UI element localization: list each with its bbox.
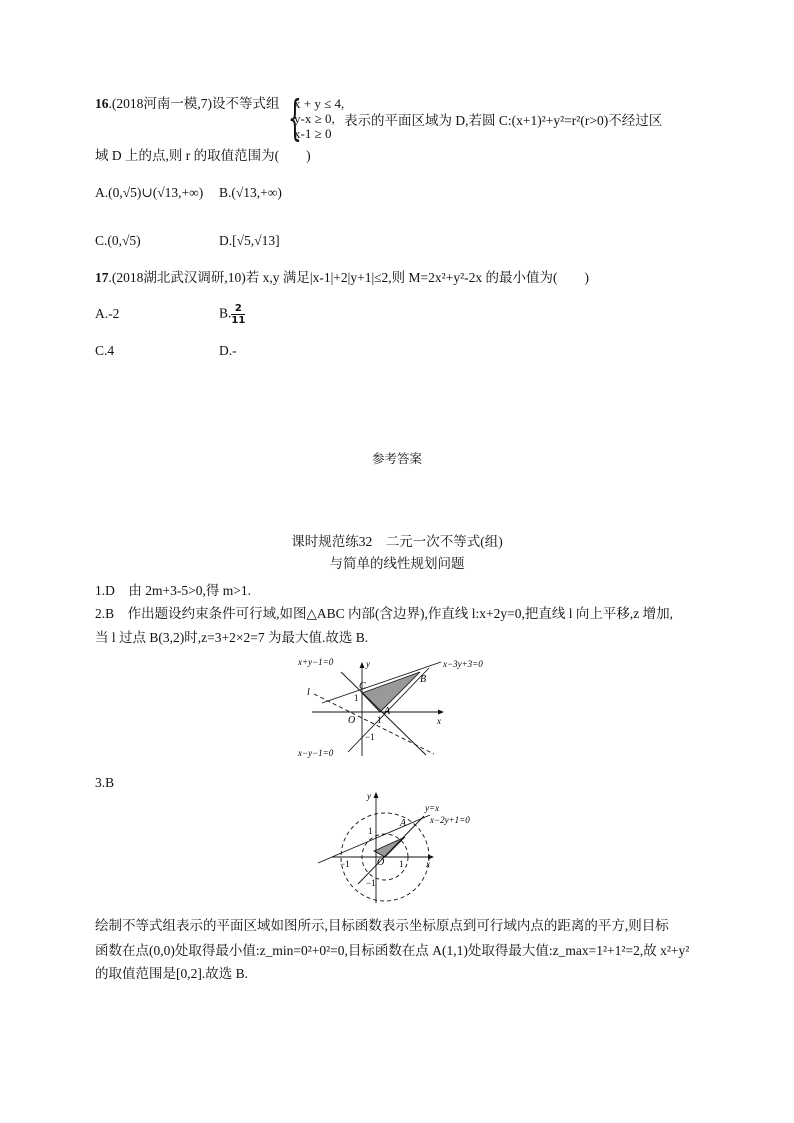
x-axis-arrow-icon [438, 710, 444, 715]
brace-icon: { [288, 90, 302, 146]
label-tick-y-neg1: −1 [365, 732, 375, 742]
section-title: 课时规范练32 二元一次不等式(组) [291, 534, 503, 549]
option-c: C.(0,√5) [95, 233, 141, 248]
label-point-a: A [384, 706, 391, 717]
figure-circles [310, 788, 490, 904]
option-b: B. $\frac{2}{11}$ [219, 303, 246, 326]
label-line-x-minus-y-minus-1: x−y−1=0 [298, 748, 334, 758]
label-line-x-minus-3y-plus-3: x−3y+3=0 [443, 659, 483, 669]
answer-3-line1: 绘制不等式组表示的平面区域如图所示,目标函数表示坐标原点到可行域内点的距离的平方,则目标 [95, 918, 669, 933]
label-y-axis: y [367, 791, 371, 801]
answer-2-line1: 2.B 作出题设约束条件可行域,如图△ABC 内部(含边界),作直线 l:x+2y=0,把直线 l 向上平移,z 增加, [95, 606, 673, 621]
question-number: 17 [95, 270, 109, 285]
fraction: $\frac{2}{11}$ [231, 303, 246, 326]
answer-1: 1.D 由 2m+3-5>0,得 m>1. [95, 583, 251, 598]
inequality-system [288, 90, 345, 146]
question-17 [95, 270, 589, 286]
answer-3-line3: 的取值范围是[0,2].故选 B. [95, 966, 248, 981]
label-x-axis: x [437, 716, 441, 726]
feasible-region [362, 672, 420, 712]
question-text: 域 D 上的点,则 r 的取值范围为( ) [95, 148, 311, 163]
figure-2-svg [310, 788, 490, 904]
inequality-row: x + y ≤ 4, [294, 96, 345, 111]
label-tick-x-1: 1 [377, 715, 382, 725]
option-d: D.- [219, 343, 237, 358]
y-axis-arrow-icon [374, 792, 379, 798]
question-text: .(2018湖北武汉调研,10)若 x,y 满足|x-1|+2|y+1|≤2,则 M=2x²+y²-2x 的最小值为( ) [108, 270, 589, 285]
label-tick-y-1: 1 [354, 693, 359, 703]
option-d: D.[√5,√13] [219, 233, 280, 248]
label-line-x-minus-2y-plus-1: x−2y+1=0 [430, 815, 470, 825]
question-text: 表示的平面区域为 D,若圆 C:(x+1)²+y²=r²(r>0)不经过区 [344, 113, 663, 128]
figure-triangle-abc [296, 652, 502, 764]
option-a: A.(0,√5)∪(√13,+∞) [95, 185, 204, 200]
label-line-x-plus-y-minus-1: x+y−1=0 [298, 657, 334, 667]
label-point-c: C [359, 681, 366, 692]
answer-3-line2: 函数在点(0,0)处取得最小值:z_min=0²+0²=0,目标函数在点 A(1,1)处取得最大值:z_max=1²+1²=2,故 x²+y² [95, 943, 690, 958]
option-c: C.4 [95, 343, 115, 358]
label-tick-y-1: 1 [368, 826, 373, 836]
question-text: .(2018河南一模,7)设不等式组 [108, 96, 280, 111]
label-point-a: A [400, 818, 407, 829]
answer-3: 3.B [95, 775, 115, 790]
answers-title: 参考答案 [371, 452, 422, 466]
label-line-y-equals-x: y=x [425, 803, 440, 813]
inequality-row: y-x ≥ 0, [294, 111, 335, 126]
line-x-minus-2y-plus-1 [318, 815, 430, 863]
figure-1-svg [296, 652, 502, 764]
label-tick-x-1: 1 [399, 859, 404, 869]
inequality-row: x-1 ≥ 0 [294, 126, 332, 141]
label-x-axis: x [426, 859, 430, 869]
answer-2-line2: 当 l 过点 B(3,2)时,z=3+2×2=7 为最大值.故选 B. [95, 630, 369, 645]
option-a: A.-2 [95, 306, 120, 321]
label-line-l: l [307, 687, 310, 698]
label-origin: O [377, 857, 385, 868]
label-tick-x-neg1: −1 [340, 859, 350, 869]
question-number: 16 [95, 96, 109, 111]
y-axis-arrow-icon [360, 662, 365, 668]
question-16 [95, 96, 280, 112]
label-origin: O [348, 715, 356, 726]
label-y-axis: y [366, 659, 370, 669]
label-point-b: B [420, 674, 427, 685]
option-b: B.(√13,+∞) [219, 185, 282, 200]
section-subtitle: 与简单的线性规划问题 [329, 556, 465, 571]
label-tick-y-neg1: −1 [366, 878, 376, 888]
